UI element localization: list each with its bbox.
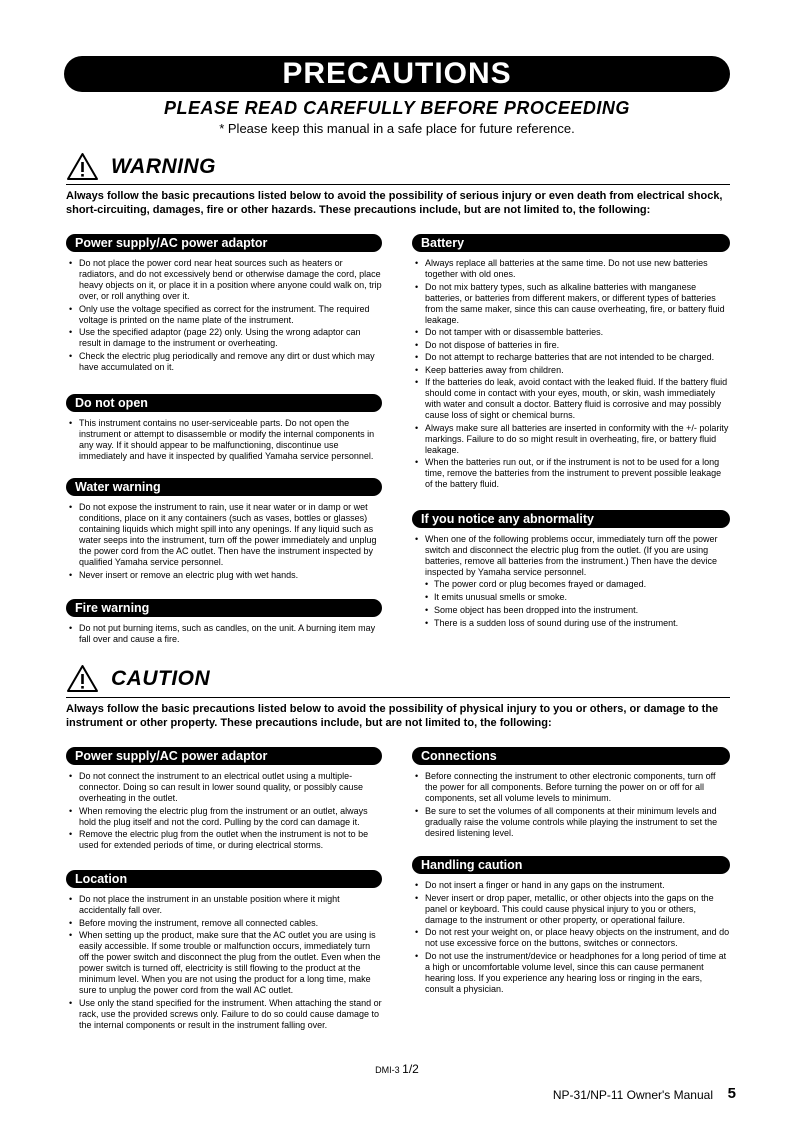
- page-number: 5: [727, 1085, 736, 1102]
- list-item: • Do not insert a finger or hand in any gaps on the instrument.: [412, 880, 730, 891]
- do-not-open-block: [66, 394, 382, 464]
- list-item: • Do not tamper with or disassemble batteries.: [412, 327, 730, 338]
- list-item: • Keep batteries away from children.: [412, 365, 730, 376]
- list-item: • Do not attempt to recharge batteries that are not intended to be charged.: [412, 352, 730, 363]
- fire-warning-block: [66, 599, 382, 647]
- manual-name: NP-31/NP-11 Owner's Manual: [552, 1088, 713, 1102]
- section-battery: Battery: [412, 234, 730, 252]
- power-supply-list: [66, 258, 382, 373]
- list-item: • Do not place the instrument in an unstable position where it might accidentally fall over.: [66, 894, 382, 916]
- caution-rule: [66, 697, 730, 698]
- sub-list-item: • The power cord or plug becomes frayed or damaged.: [425, 579, 730, 590]
- water-warning-block: [66, 478, 382, 582]
- list-item: • Do not connect the instrument to an electrical outlet using a multiple-connector. Doing so can result in lower sound quality, or possibly cause overheating in the outlet.: [66, 771, 382, 804]
- sub-list-item: • Some object has been dropped into the instrument.: [425, 605, 730, 616]
- section-fire-warning: Fire warning: [66, 599, 382, 617]
- list-item: • Never insert or drop paper, metallic, or other objects into the gaps on the panel or keyboard. This could cause physical injury to you or others, damage to the instrument or other property, or operational failure.: [412, 893, 730, 926]
- list-item: • When one of the following problems occur, immediately turn off the power switch and disconnect the electric plug from the outlet. (If you are using batteries, remove all batteries from the instrument.) Then have the device inspected by Yamaha service personnel. • The power cord or plug becomes frayed or damaged. • It emits unusual smells or smoke. • Some object has been dropped into the instrument. • There is a sudden loss of sound during use of the instrument.: [412, 534, 730, 629]
- subtitle: PLEASE READ CAREFULLY BEFORE PROCEEDING: [164, 98, 630, 118]
- battery-block: [412, 234, 730, 492]
- section-water-warning: Water warning: [66, 478, 382, 496]
- section-power-supply: Power supply/AC power adaptor: [66, 234, 382, 252]
- caution-power-block: [66, 747, 382, 853]
- list-item: • Use the specified adaptor (page 22) only. Using the wrong adaptor can result in damage to the instrument or overheating.: [66, 327, 382, 349]
- document-code: DMI-3 1/2: [375, 1062, 419, 1076]
- section-abnormality: If you notice any abnormality: [412, 510, 730, 528]
- location-block: [66, 870, 382, 1032]
- list-item: • When the batteries run out, or if the instrument is not to be used for a long time, remove the batteries from the instrument to prevent possible leakage of the battery fluid.: [412, 457, 730, 490]
- list-item: • Only use the voltage specified as correct for the instrument. The required voltage is printed on the name plate of the instrument.: [66, 304, 382, 326]
- caution-title: CAUTION: [111, 666, 211, 690]
- list-item: • Do not dispose of batteries in fire.: [412, 340, 730, 351]
- list-item: • Before moving the instrument, remove all connected cables.: [66, 918, 382, 929]
- connections-block: [412, 747, 730, 840]
- list-item: • Remove the electric plug from the outlet when the instrument is not to be used for extended periods of time, or during electrical storms.: [66, 829, 382, 851]
- sub-list-item: • There is a sudden loss of sound during use of the instrument.: [425, 618, 730, 629]
- list-item: • Do not rest your weight on, or place heavy objects on the instrument, and do not use excessive force on the buttons, switches or connectors.: [412, 927, 730, 949]
- section-location: Location: [66, 870, 382, 888]
- caution-triangle-icon: [66, 664, 99, 693]
- list-item: • Be sure to set the volumes of all components at their minimum levels and gradually raise the volume controls while playing the instrument to set the desired listening level.: [412, 806, 730, 839]
- list-item: • This instrument contains no user-serviceable parts. Do not open the instrument or attempt to disassemble or modify the internal components in any way. If it should appear to be malfunctioning, discontinue use immediately and have it inspected by qualified Yamaha service personnel.: [66, 418, 382, 462]
- list-item: • Before connecting the instrument to other electronic components, turn off the power for all components. Before turning the power on or off for all components, set all volume levels to minimum.: [412, 771, 730, 804]
- list-item: • Do not put burning items, such as candles, on the unit. A burning item may fall over and cause a fire.: [66, 623, 382, 645]
- warning-heading: [66, 152, 216, 181]
- warning-title: WARNING: [111, 154, 216, 178]
- list-item: • Do not use the instrument/device or headphones for a long period of time at a high or uncomfortable volume level, since this can cause permanent hearing loss. If you experience any hearing loss or ringing in the ears, consult a physician.: [412, 951, 730, 995]
- section-connections: Connections: [412, 747, 730, 765]
- handling-block: [412, 856, 730, 996]
- warning-intro: Always follow the basic precautions listed below to avoid the possibility of serious injury or even death from electrical shock, short-circuiting, damages, fire or other hazards. These precautions include, but are not limited to, the following:: [66, 190, 723, 216]
- list-item: • When setting up the product, make sure that the AC outlet you are using is easily accessible. If some trouble or malfunction occurs, immediately turn off the power switch and disconnect the plug from the outlet. Even when the power switch is turned off, electricity is still flowing to the product at the minimum level. When you are not using the product for a long time, make sure to unplug the power cord from the wall AC outlet.: [66, 930, 382, 996]
- list-item: • Never insert or remove an electric plug with wet hands.: [66, 570, 382, 581]
- list-item: • When removing the electric plug from the instrument or an outlet, always hold the plug itself and not the cord. Pulling by the cord can damage it.: [66, 806, 382, 828]
- list-item: • Always replace all batteries at the same time. Do not use new batteries together with old ones.: [412, 258, 730, 280]
- caution-heading: [66, 664, 210, 693]
- section-handling-caution: Handling caution: [412, 856, 730, 874]
- list-item: • Check the electric plug periodically and remove any dirt or dust which may have accumulated on it.: [66, 351, 382, 373]
- list-item: • Always make sure all batteries are inserted in conformity with the +/- polarity markings. Failure to do so might result in overheating, fire, or battery fluid leakage.: [412, 423, 730, 456]
- abnormality-block: [412, 510, 730, 631]
- list-item: • If the batteries do leak, avoid contact with the leaked fluid. If the battery fluid should come in contact with your eyes, mouth, or skin, wash immediately with water and consult a doctor. Battery fluid is corrosive and may possibly cause loss of sight or chemical burns.: [412, 377, 730, 421]
- list-item: • Do not expose the instrument to rain, use it near water or in damp or wet conditions, place on it any containers (such as vases, bottles or glasses) containing liquids which might spill into any openings. If any liquid such as water seeps into the instrument, turn off the power immediately and unplug the power cord from the AC outlet. Then have the instrument inspected by qualified Yamaha service personnel.: [66, 502, 382, 568]
- list-item: • Use only the stand specified for the instrument. When attaching the stand or rack, use the provided screws only. Failure to do so could cause damage to the internal components or result in the instrument falling over.: [66, 998, 382, 1031]
- page-title: PRECAUTIONS: [282, 57, 512, 90]
- caution-intro: Always follow the basic precautions listed below to avoid the possibility of physical injury to you or others, or damage to the instrument or other property. These precautions include, but are not limited to, the following:: [66, 703, 719, 729]
- keep-note: * Please keep this manual in a safe place for future reference.: [219, 121, 575, 136]
- warning-left-column: [66, 234, 382, 374]
- warning-triangle-icon: [66, 152, 99, 181]
- list-item: • Do not place the power cord near heat sources such as heaters or radiators, and do not excessively bend or otherwise damage the cord, place heavy objects on it, or place it in a position where anyone could walk on, trip over, or roll anything over it.: [66, 258, 382, 302]
- sub-list-item: • It emits unusual smells or smoke.: [425, 592, 730, 603]
- section-caution-power-supply: Power supply/AC power adaptor: [66, 747, 382, 765]
- warning-rule: [66, 184, 730, 185]
- section-do-not-open: Do not open: [66, 394, 382, 412]
- list-item: • Do not mix battery types, such as alkaline batteries with manganese batteries, or batteries from different makers, or different types of batteries from the same maker, since this can cause overheating, fire, or battery fluid leakage.: [412, 282, 730, 326]
